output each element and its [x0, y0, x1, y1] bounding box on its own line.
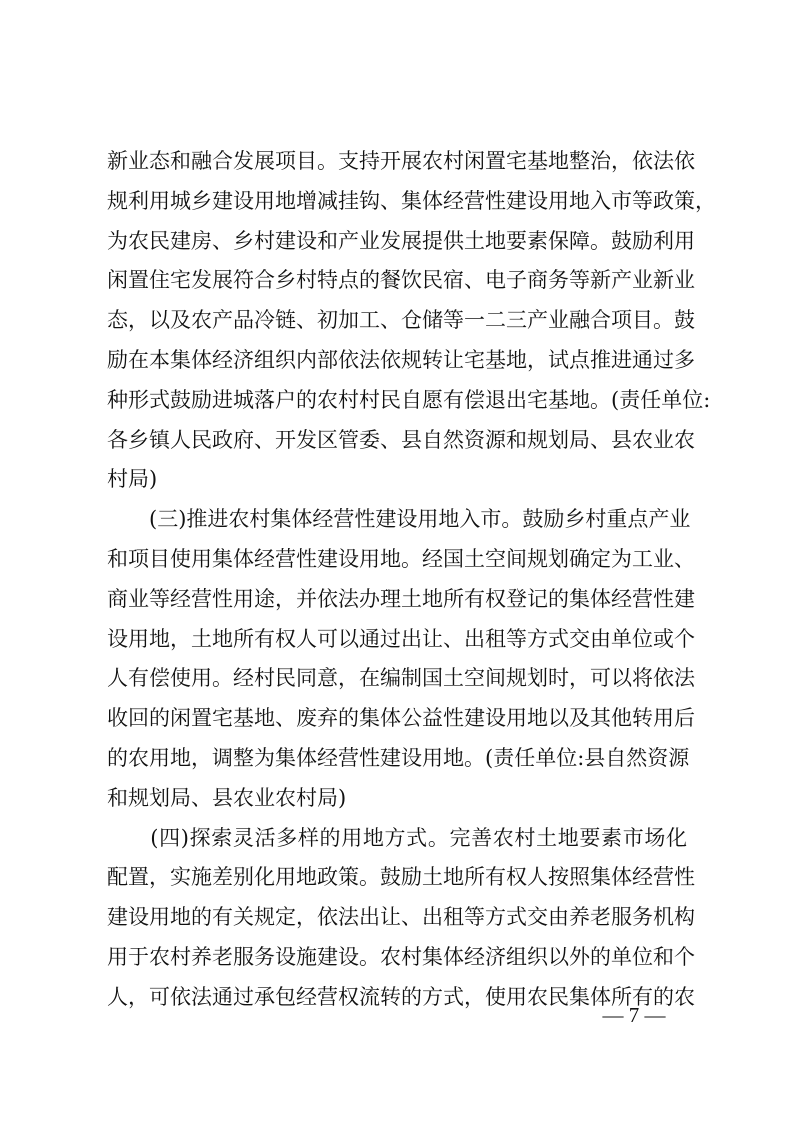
- text-line: 励在本集体经济组织内部依法依规转让宅基地，试点推进通过多: [107, 347, 695, 372]
- text-line: 收回的闲置宅基地、废弃的集体公益性建设用地以及其他转用后: [107, 706, 695, 731]
- text-line: 商业等经营性用途，并依法办理土地所有权登记的集体经营性建: [107, 586, 695, 611]
- text-line: 态，以及农产品冷链、初加工、仓储等一二三产业融合项目。鼓: [107, 308, 695, 333]
- text-line: 设用地，土地所有权人可以通过出让、出租等方式交由单位或个: [107, 626, 695, 651]
- text-line: 人有偿使用。经村民同意，在编制国土空间规划时，可以将依法: [107, 666, 695, 691]
- text-line: 村局): [107, 467, 158, 492]
- page-number: — 7 —: [602, 1003, 666, 1027]
- text-line: 为农民建房、乡村建设和产业发展提供土地要素保障。鼓励利用: [107, 228, 695, 253]
- text-line: 建设用地的有关规定，依法出让、出租等方式交由养老服务机构: [107, 905, 695, 930]
- text-line: 的农用地，调整为集体经营性建设用地。(责任单位:县自然资源: [107, 745, 690, 770]
- text-line: 各乡镇人民政府、开发区管委、县自然资源和规划局、县农业农: [107, 427, 695, 452]
- text-line: 配置，实施差别化用地政策。鼓励土地所有权人按照集体经营性: [107, 865, 695, 890]
- text-line: (四)探索灵活多样的用地方式。完善农村土地要素市场化: [107, 825, 687, 850]
- text-line: 规利用城乡建设用地增减挂钩、集体经营性建设用地入市等政策，: [107, 188, 716, 213]
- text-line: 和规划局、县农业农村局): [107, 785, 347, 810]
- text-line: (三)推进农村集体经营性建设用地入市。鼓励乡村重点产业: [107, 507, 691, 532]
- text-line: 闲置住宅发展符合乡村特点的餐饮民宿、电子商务等新产业新业: [107, 268, 695, 293]
- text-line: 用于农村养老服务设施建设。农村集体经济组织以外的单位和个: [107, 944, 695, 969]
- text-line: 人，可依法通过承包经营权流转的方式，使用农民集体所有的农: [107, 984, 695, 1009]
- text-line: 种形式鼓励进城落户的农村村民自愿有偿退出宅基地。(责任单位:: [107, 387, 711, 412]
- body-text: [107, 142, 716, 1018]
- text-line: 和项目使用集体经营性建设用地。经国土空间规划确定为工业、: [107, 546, 695, 571]
- text-line: 新业态和融合发展项目。支持开展农村闲置宅基地整治，依法依: [107, 149, 695, 173]
